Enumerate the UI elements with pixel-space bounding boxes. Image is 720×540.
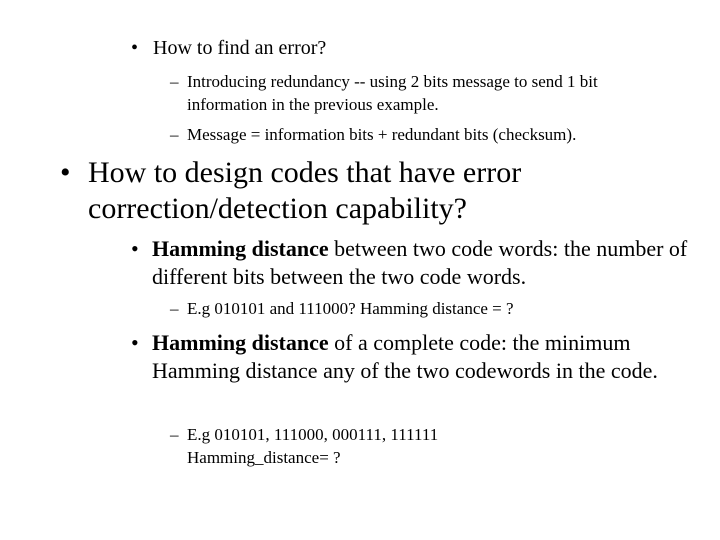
sub-bullet-text: Introducing redundancy -- using 2 bits message to send 1 bit information in the previous example. (187, 72, 598, 114)
definition-text: of a complete code: the minimum Hamming distance any of the two codewords in the code. (152, 330, 658, 383)
term-hamming-distance: Hamming distance (152, 236, 329, 261)
bullet-text (131, 235, 691, 291)
definition-text: between two code words: the number of different bits between the two code words. (152, 236, 688, 289)
sub-bullet-message-equation (170, 123, 670, 146)
example-line-2: Hamming_distance= ? (187, 448, 341, 467)
bullet-design-codes (60, 155, 660, 227)
bullet-hamming-distance-code (131, 329, 671, 385)
term-hamming-distance: Hamming distance (152, 330, 329, 355)
sub-bullet-redundancy (170, 70, 670, 116)
dash-marker: – (170, 125, 179, 144)
sub-bullet-example-2 (170, 423, 670, 469)
bullet-marker: • (131, 330, 139, 355)
bullet-text: How to design codes that have error correction/detection capability? (88, 156, 522, 225)
bullet-marker: • (131, 236, 139, 261)
sub-bullet-text: E.g 010101 and 111000? Hamming distance = ? (187, 299, 514, 318)
bullet-marker: • (131, 37, 139, 59)
sub-bullet-example-1 (170, 297, 670, 320)
dash-marker: – (170, 299, 179, 318)
bullet-marker: • (60, 156, 71, 189)
bullet-text (131, 329, 671, 385)
sub-bullet-text (170, 423, 670, 469)
bullet-hamming-distance-words (131, 235, 691, 291)
dash-marker: – (170, 425, 179, 444)
example-line-1: E.g 010101, 111000, 000111, 111111 (187, 425, 439, 444)
dash-marker: – (170, 72, 179, 91)
bullet-find-error (131, 36, 671, 60)
bullet-text: How to find an error? (153, 37, 327, 59)
sub-bullet-text: Message = information bits + redundant bits (checksum). (187, 125, 577, 144)
